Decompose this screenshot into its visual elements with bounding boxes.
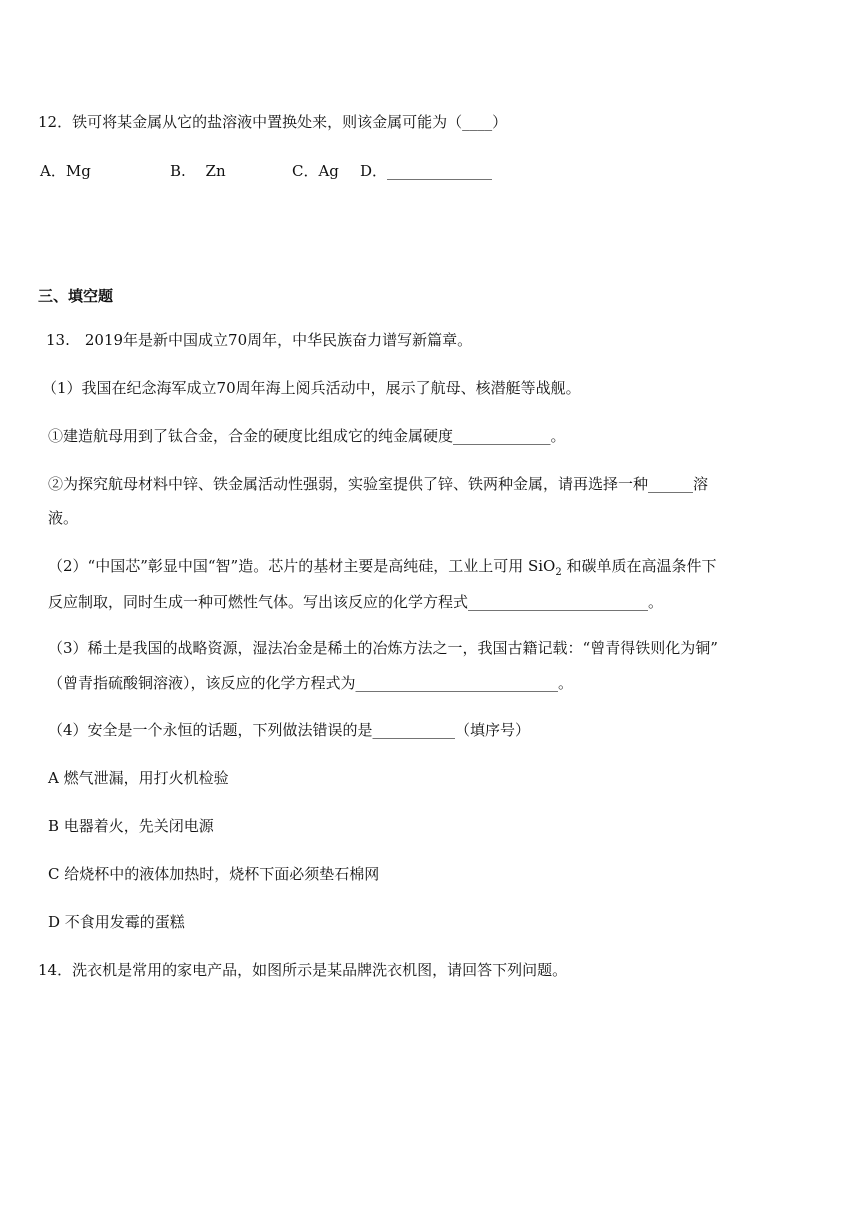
q13-part1-item1: ①建造航母用到了钛合金，合金的硬度比组成它的纯金属硬度_____________。 bbox=[48, 427, 566, 445]
q13-part2-subscript: 2 bbox=[555, 567, 562, 578]
q13-stem: 13. 2019年是新中国成立70周年，中华民族奋力谱写新篇章。 bbox=[46, 331, 473, 349]
q13-part2-line2: 反应制取，同时生成一种可燃性气体。写出该反应的化学方程式________________________。 bbox=[48, 593, 664, 611]
q14-stem: 14．洗衣机是常用的家电产品，如图所示是某品牌洗衣机图，请回答下列问题。 bbox=[38, 961, 568, 979]
section-heading: 三、填空题 bbox=[38, 287, 114, 305]
q13-part1: （1）我国在纪念海军成立70周年海上阅兵活动中，展示了航母、核潜艇等战舰。 bbox=[42, 379, 581, 397]
q13-part1-item2-line1: ②为探究航母材料中锌、铁金属活动性强弱，实验室提供了锌、铁两种金属，请再选择一种______溶 bbox=[48, 475, 709, 493]
q13-choice-d: D 不食用发霉的蛋糕 bbox=[48, 913, 185, 931]
q12-option-d: D．______________ bbox=[360, 162, 493, 180]
q13-part3-line2: （曾青指硫酸铜溶液），该反应的化学方程式为___________________________。 bbox=[48, 674, 574, 692]
q12-option-c: C．Ag bbox=[292, 162, 339, 180]
q13-choice-a: A 燃气泄漏，用打火机检验 bbox=[48, 769, 229, 787]
q13-part3-line1: （3）稀土是我国的战略资源，湿法冶金是稀土的冶炼方法之一，我国古籍记载：“曾青得铁则化为铜” bbox=[48, 639, 718, 657]
q13-part4: （4）安全是一个永恒的话题，下列做法错误的是___________（填序号） bbox=[48, 721, 531, 739]
q13-part1-item2-line2: 液。 bbox=[48, 509, 79, 527]
q13-part2-text-b: 和碳单质在高温条件下 bbox=[561, 557, 717, 575]
q12-option-a: A．Mg bbox=[40, 162, 91, 180]
q13-choice-b: B 电器着火，先关闭电源 bbox=[48, 817, 214, 835]
q12-option-b: B. Zn bbox=[170, 162, 226, 180]
q13-part2-text-a: （2）“中国芯”彰显中国“智”造。芯片的基材主要是高纯硅，工业上可用 SiO bbox=[48, 557, 556, 575]
q12-stem: 12．铁可将某金属从它的盐溶液中置换处来，则该金属可能为（____） bbox=[38, 113, 508, 131]
q13-part2-line1 bbox=[48, 556, 717, 576]
q13-choice-c: C 给烧杯中的液体加热时，烧杯下面必须垫石棉网 bbox=[48, 865, 380, 883]
